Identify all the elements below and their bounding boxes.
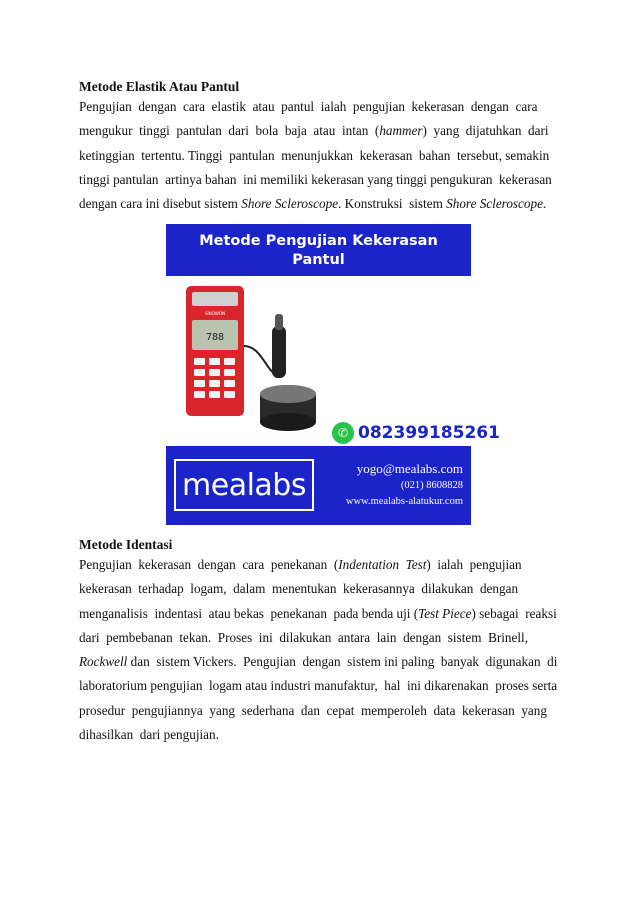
ad-email: yogo@mealabs.com: [356, 461, 463, 476]
italic-term: Indentation Test: [338, 557, 427, 572]
paragraph-line: ketinggian tertentu. Tinggi pantulan menunjukkan kekerasan bahan tersebut, semakin: [79, 147, 550, 163]
paragraph-line: kekerasan terhadap logam, dalam menentukan kekerasannya dilakukan dengan: [79, 581, 519, 597]
ad-website: www.mealabs-alatukur.com: [345, 496, 463, 507]
ad-banner-title-line2: Pantul: [292, 252, 345, 268]
paragraph-line: Rockwell dan sistem Vickers. Pengujian dengan sistem ini paling banyak digunakan di: [79, 654, 558, 670]
paragraph-line: dari pembebanan tekan. Proses ini dilakukan antara lain dengan sistem Brinell,: [79, 629, 528, 645]
ad-telephone: (021) 8608828: [400, 480, 463, 491]
italic-term: Test Piece: [418, 605, 472, 621]
paragraph-line: dengan cara ini disebut sistem Shore Scleroscope. Konstruksi sistem Shore Scleroscope.: [79, 196, 547, 212]
paragraph-line: Pengujian dengan cara elastik atau pantul ialah pengujian kekerasan dengan cara: [79, 99, 538, 114]
section-heading-elastik: Metode Elastik Atau Pantul: [79, 79, 240, 94]
whatsapp-icon: ✆: [332, 422, 354, 444]
paragraph-line: prosedur pengujiannya yang sederhana dan cepat memperoleh data kekerasan yang: [79, 702, 547, 718]
paragraph-line: dihasilkan dari pengujian.: [79, 727, 219, 743]
device-screen-value: 788: [205, 332, 225, 343]
italic-term: Shore Scleroscope: [446, 196, 543, 212]
ad-phone-number: 082399185261: [358, 423, 500, 443]
mealabs-logo: mealabs: [174, 459, 314, 511]
italic-term: Shore Scleroscope: [241, 196, 339, 212]
paragraph-line: mengukur tinggi pantulan dari bola baja atau intan (hammer) yang dijatuhkan dari: [79, 123, 549, 139]
italic-term: Rockwell: [79, 654, 128, 670]
ad-phone-row: [332, 420, 500, 446]
paragraph-line: menganalisis indentasi atau bekas penekanan pada benda uji (Test Piece) sebagai reaksi: [79, 605, 557, 621]
paragraph-identasi: [79, 553, 560, 747]
device-brand-label: SINOWON: [205, 311, 225, 316]
paragraph-elastik: [79, 95, 560, 216]
section-heading-identasi: Metode Identasi: [79, 537, 173, 552]
ad-contact: [328, 460, 463, 509]
ad-banner: [166, 224, 471, 276]
paragraph-line: Pengujian kekerasan dengan cara penekanan (Indentation Test) ialah pengujian: [79, 557, 522, 572]
paragraph-line: tinggi pantulan artinya bahan ini memiliki kekerasan yang tinggi pengukuran kekerasan: [79, 171, 552, 187]
italic-term: hammer: [379, 123, 423, 139]
probe: [272, 326, 286, 378]
advertisement-figure: [166, 224, 500, 525]
paragraph-line: laboratorium pengujian logam atau industri manufaktur, hal ini dikarenakan proses serta: [79, 678, 558, 694]
ad-footer: [166, 446, 471, 525]
ad-banner-title-line1: Metode Pengujian Kekerasan: [199, 233, 438, 249]
